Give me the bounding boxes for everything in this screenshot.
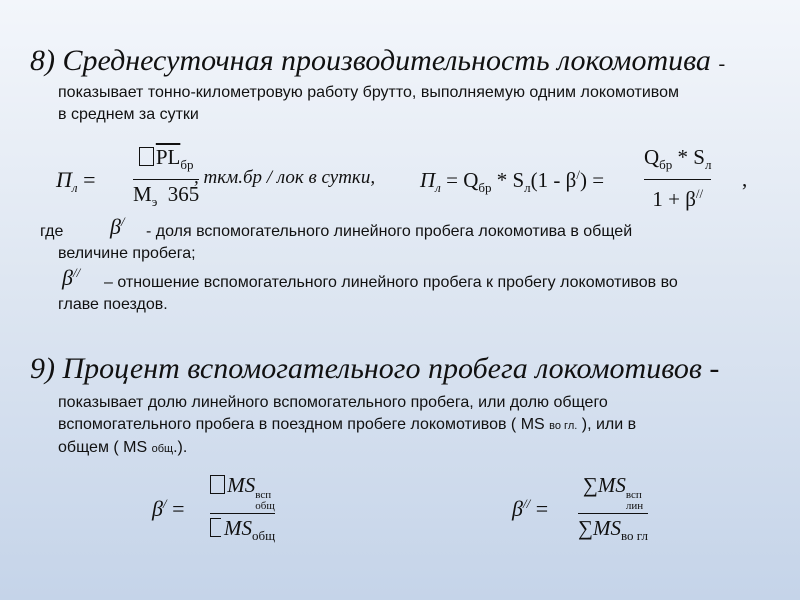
- formula-4-fraction: ∑MS всп лин $\sum MS_{во гл}$: [578, 473, 648, 543]
- formula-2-fraction: $Q_{бр} * S_л$ 1 + β//: [644, 145, 712, 211]
- section-8-number: 8): [30, 44, 55, 77]
- section-8-description-line1: показывает тонно-километровую работу брутто, выполняемую одним локомотивом: [58, 84, 680, 101]
- formula-2-comma: ,: [742, 167, 748, 191]
- section-8-description-line2: в среднем за сутки: [58, 106, 199, 123]
- section-9-description-line2: вспомогательного пробега в поездном пробеге локомотивов ( MS во гл. ), или в: [58, 416, 637, 433]
- section-9-title: Процент вспомогательного пробега локомотивов: [62, 352, 702, 385]
- beta1-definition-line1: - доля вспомогательного линейного пробега локомотива в общей: [146, 223, 633, 240]
- section-9-description: [58, 392, 788, 460]
- section-9-title-dash: -: [709, 352, 720, 385]
- section-9-description-line3: общем ( MS общ.).: [58, 439, 188, 456]
- formula-4-lhs: β// =: [512, 496, 549, 521]
- beta2-symbol: β//: [62, 265, 81, 290]
- formula-3-lhs: β/ =: [152, 496, 185, 521]
- missing-symbol-box: [139, 147, 154, 166]
- missing-symbol-box: [210, 518, 221, 537]
- beta1-definition-line2: величине пробега;: [58, 245, 196, 262]
- section-9-description-line1: показывает долю линейного вспомогательного пробега, или долю общего: [58, 394, 608, 411]
- section-8-title-dash: -: [718, 53, 726, 75]
- sum-symbol: ∑: [582, 473, 598, 497]
- section-9-number: 9): [30, 352, 55, 385]
- section-8-heading: [30, 44, 725, 81]
- formula-3-fraction: MS всп общ $MS_{общ}$: [210, 472, 275, 549]
- beta2-definition-line2: главе поездов.: [58, 296, 168, 313]
- where-label: где: [40, 223, 64, 240]
- formula-2-left: $П_л = Q_{бр} * S_л(1 - \beta^/)$ =: [420, 167, 605, 195]
- formula-1-lhs: $П_л$ =: [56, 167, 96, 195]
- beta1-symbol: β/: [110, 214, 125, 239]
- beta2-definition-line1: – отношение вспомогательного линейного пробега к пробегу локомотивов во: [104, 274, 678, 291]
- section-8-title: Среднесуточная производительность локомотива: [62, 44, 711, 77]
- section-9-heading: [30, 352, 719, 386]
- formula-1-unit: , ткм.бр / лок в сутки,: [194, 167, 376, 188]
- sum-symbol: ∑: [578, 516, 593, 540]
- missing-symbol-box: [210, 475, 225, 494]
- formula-1-fraction: $\overline{PL}_{бр}$ $М_э$ 365: [133, 145, 200, 209]
- section-8-description: [58, 82, 788, 126]
